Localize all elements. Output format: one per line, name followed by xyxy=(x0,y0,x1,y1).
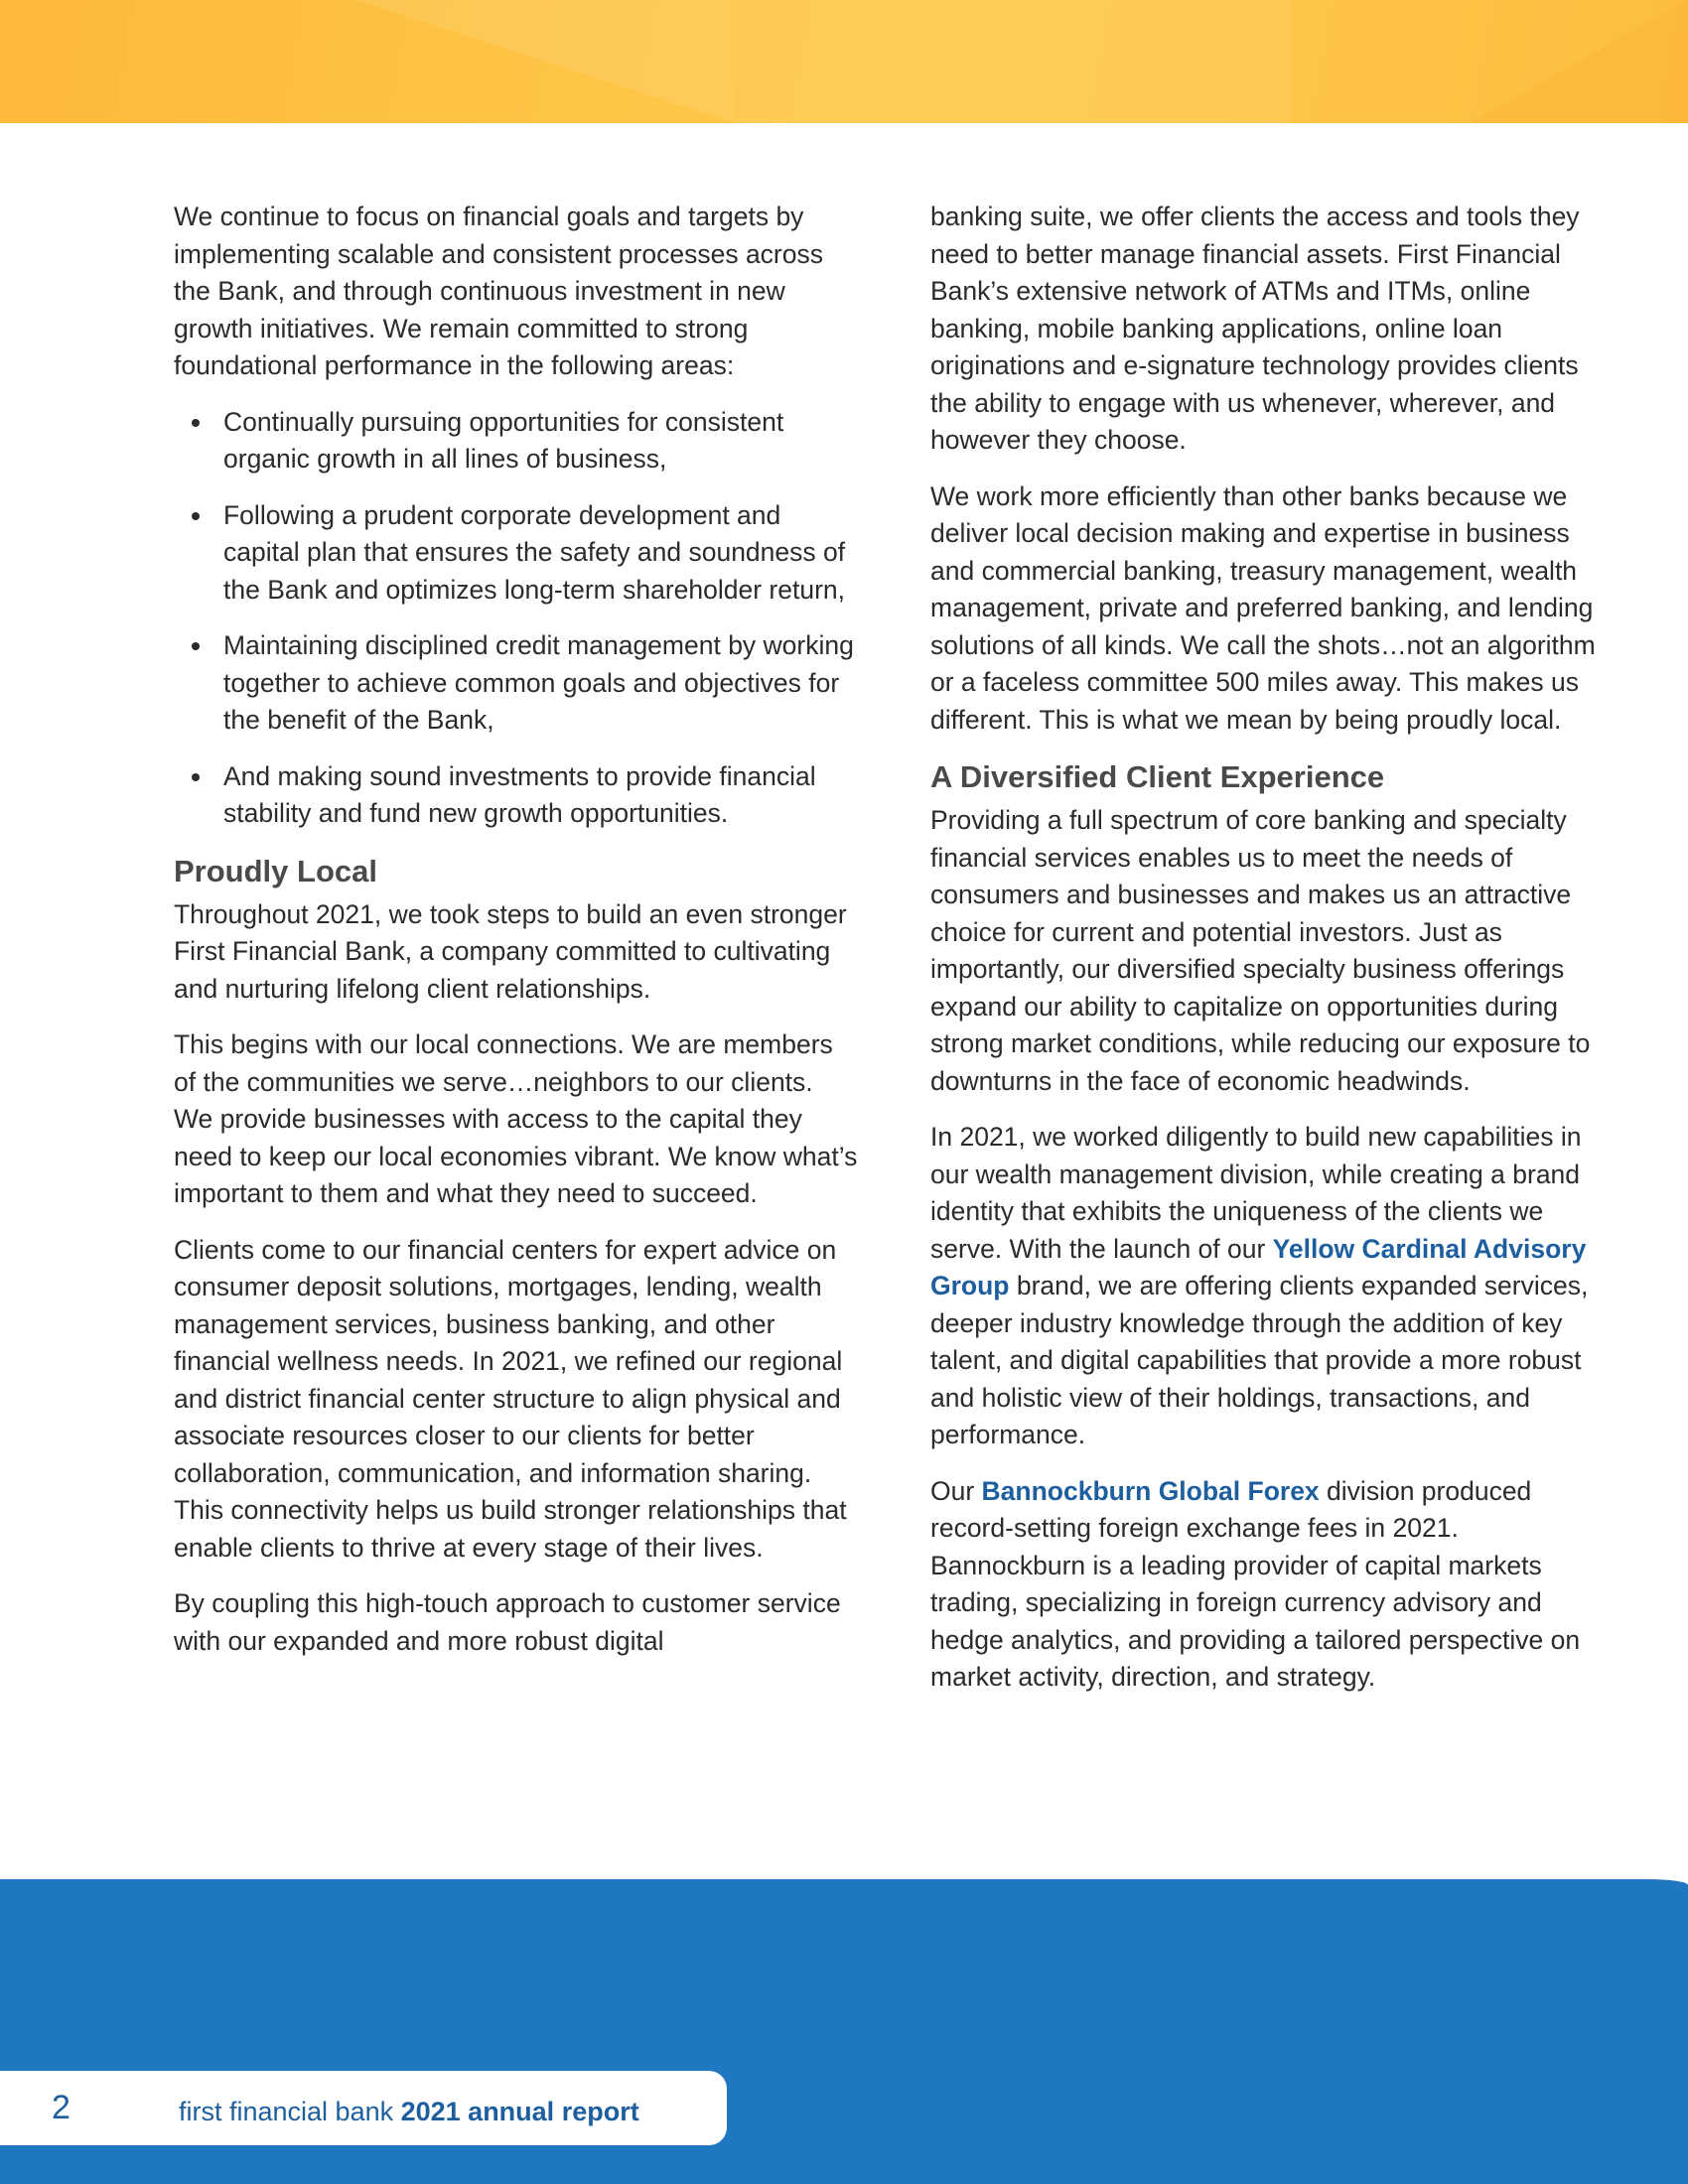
list-item xyxy=(174,404,859,478)
text-run: Our xyxy=(930,1475,982,1506)
bullet-icon xyxy=(192,642,200,650)
bullet-icon xyxy=(192,512,200,520)
body-paragraph: This begins with our local connections. We are members of the communities we serve…neighbors to our clients. We provide businesses with access to the capital they need to keep our local economies vibrant. We know what’s important to them and what they need to succeed. xyxy=(174,1029,858,1208)
body-paragraph: Throughout 2021, we took steps to build an even stronger First Financial Bank, a company committed to cultivating and nurturing lifelong client relationships. xyxy=(174,898,847,1004)
footer-title-light: first financial bank xyxy=(179,2097,401,2126)
body-paragraph: Clients come to our financial centers for expert advice on consumer deposit solutions, mortgages, lending, wealth management services, business banking, and other financial wellness needs. In 2021, we refined our regional and district financial center structure to align physical and associate resources closer to our clients for better collaboration, communication, and information sharing. This connectivity helps us build stronger relationships that enable clients to thrive at every stage of their lives. xyxy=(174,1234,847,1563)
body-paragraph: Providing a full spectrum of core banking and specialty financial services enables us to meet the needs of consumers and businesses and makes us an attractive choice for current and potential investors. Just as importantly, our diversified specialty business offerings expand our ability to capitalize on opportunities during strong market conditions, while reducing our exposure to downturns in the face of economic headwinds. xyxy=(930,805,1591,1096)
body-paragraph: By coupling this high-touch approach to customer service with our expanded and more robust digital xyxy=(174,1588,841,1656)
list-item xyxy=(174,497,859,610)
band-facet xyxy=(357,0,735,123)
body-paragraph xyxy=(930,1473,1616,1697)
yellow-cardinal-brand-name: Yellow Cardinal Advisory Group xyxy=(930,1233,1587,1300)
left-column xyxy=(174,199,859,1679)
section-heading-proudly-local: Proudly Local xyxy=(174,853,377,888)
list-item xyxy=(174,627,859,740)
bullet-icon xyxy=(192,773,200,781)
top-decorative-band xyxy=(0,0,1688,123)
list-item-text: Maintaining disciplined credit management by working together to achieve common goals and objectives for the benefit of the Bank, xyxy=(223,630,854,735)
band-facet xyxy=(735,0,1291,123)
body-paragraph: We work more efficiently than other banks because we deliver local decision making and expertise in business and commercial banking, treasury management, wealth management, private and preferred banking, and lending solutions of all kinds. We call the shots…not an algorithm or a faceless committee 500 miles away. This makes us different. This is what we mean by being proudly local. xyxy=(930,480,1596,735)
bannockburn-brand-name: Bannockburn Global Forex xyxy=(981,1475,1320,1506)
page-number: 2 xyxy=(52,2089,70,2126)
text-run: division produced record-setting foreign exchange fees in 2021. Bannockburn is a leading provider of capital markets trading, specializing in foreign currency advisory and hedge analytics, and providing a tailored perspective on market activity, direction, and strategy. xyxy=(930,1475,1581,1692)
text-run: In 2021, we worked diligently to build new capabilities in our wealth management division, while creating a brand identity that exhibits the uniqueness of the clients we serve. With the launch of our xyxy=(930,1122,1582,1264)
list-item-text: Continually pursuing opportunities for consistent organic growth in all lines of business, xyxy=(223,406,784,474)
footer-title-bold: 2021 annual report xyxy=(400,2097,639,2126)
list-item-text: Following a prudent corporate development and capital plan that ensures the safety and soundness of the Bank and optimizes long-term shareholder return, xyxy=(223,499,846,605)
band-facet xyxy=(1470,0,1688,123)
list-item xyxy=(174,758,859,833)
section-heading-diversified-client-experience: A Diversified Client Experience xyxy=(930,759,1385,794)
body-paragraph xyxy=(930,1119,1616,1454)
focus-areas-list xyxy=(174,404,859,833)
intro-paragraph: We continue to focus on financial goals and targets by implementing scalable and consistent processes across the Bank, and through continuous investment in new growth initiatives. We remain committed to strong foundational performance in the following areas: xyxy=(174,202,823,380)
text-run: brand, we are offering clients expanded services, deeper industry knowledge through the addition of key talent, and digital capabilities that provide a more robust and holistic view of their holdings, transactions, and performance. xyxy=(930,1271,1589,1449)
list-item-text: And making sound investments to provide financial stability and fund new growth opportunities. xyxy=(223,760,816,828)
body-paragraph: banking suite, we offer clients the access and tools they need to better manage financial assets. First Financial Bank’s extensive network of ATMs and ITMs, online banking, mobile banking applications, online loan originations and e-signature technology provides clients the ability to engage with us whenever, wherever, and however they choose. xyxy=(930,202,1580,455)
bullet-icon xyxy=(192,419,200,427)
footer-report-title xyxy=(179,2094,639,2129)
right-column xyxy=(930,199,1616,1715)
